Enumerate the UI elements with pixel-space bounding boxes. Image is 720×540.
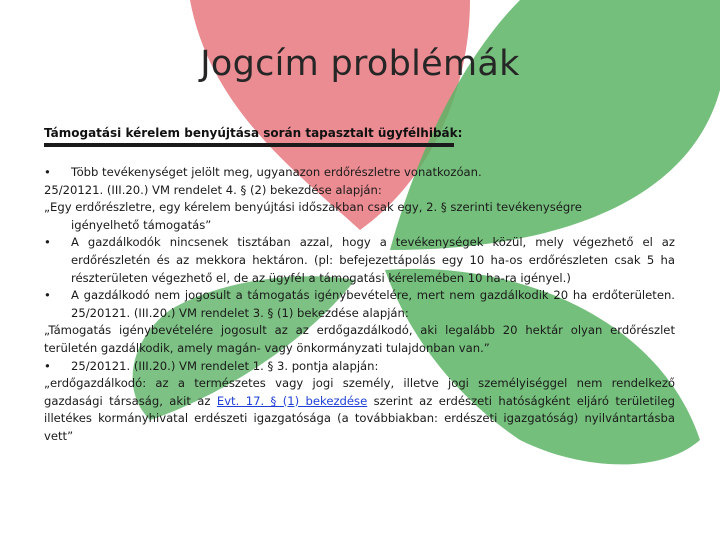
- bullet-text: Több tevékenységet jelölt meg, ugyanazon erdőrészletre vonatkozóan.: [71, 165, 482, 179]
- subtitle-underline: [44, 143, 454, 147]
- bullet-text: A gazdálkodó nem jogosult a támogatás igénybevételére, mert nem gazdálkodik 20 ha erdőterületen. 25/20121. (III.20.) VM rendelet 3. § (1) bekezdése alapján:: [71, 288, 675, 320]
- bullet-item: [44, 234, 675, 287]
- bullet-text: 25/20121. (III.20.) VM rendelet 1. § 3. pontja alapján:: [71, 358, 379, 373]
- bullet-item: [44, 164, 675, 182]
- quote-line: igényelhető támogatás”: [71, 217, 212, 232]
- quote-text: szerint az erdészeti hatóságként eljáró területileg illetékes kormányhivatal erdészeti igazgatósága (a továbbiakban: erdészeti igazgatóság) nyilvántartásba vett”: [44, 393, 676, 443]
- section-subtitle: Támogatási kérelem benyújtása során tapasztalt ügyfélhibák:: [44, 126, 463, 140]
- bullet-dot: •: [44, 288, 51, 303]
- bullet-item: [44, 287, 675, 322]
- bullet-dot: •: [44, 358, 51, 373]
- law-reference-link[interactable]: Evt. 17. § (1) bekezdése: [216, 393, 368, 408]
- bullet-item: [44, 358, 675, 376]
- page-title: Jogcím problémák: [200, 44, 520, 84]
- quote-line: „Egy erdőrészletre, egy kérelem benyújtási időszakban csak egy, 2. § szerinti tevékenységre: [44, 200, 582, 215]
- quote-text: „erdőgazdálkodó: az a természetes vagy jogi személy, illetve jogi személyiséggel nem rendelkező gazdasági társaság, akit az: [44, 376, 675, 408]
- bullet-dot: •: [44, 235, 51, 250]
- regulation-reference: 25/20121. (III.20.) VM rendelet 4. § (2) bekezdése alapján:: [44, 182, 382, 197]
- bullet-dot: •: [44, 165, 51, 179]
- quote-paragraph: [44, 375, 675, 445]
- bullet-text: A gazdálkodók nincsenek tisztában azzal, hogy a tevékenységek közül, mely végezhető el az erdőrészletén és az mekkora hektáron. (pl: befejezettápolás egy 10 ha-os erdőrészleten csak 5 ha részterületen végezhető el, de az ügyfél a támogatási kérelemében 10 ha-ra igényel.): [71, 235, 675, 285]
- quote-paragraph: „Támogatás igénybevételére jogosult az az erdőgazdálkodó, aki legalább 20 hektár olyan erdőrészlet területén gazdálkodik, amely magán- vagy önkormányzati tulajdonban van.”: [44, 323, 675, 355]
- content-body: [44, 164, 675, 446]
